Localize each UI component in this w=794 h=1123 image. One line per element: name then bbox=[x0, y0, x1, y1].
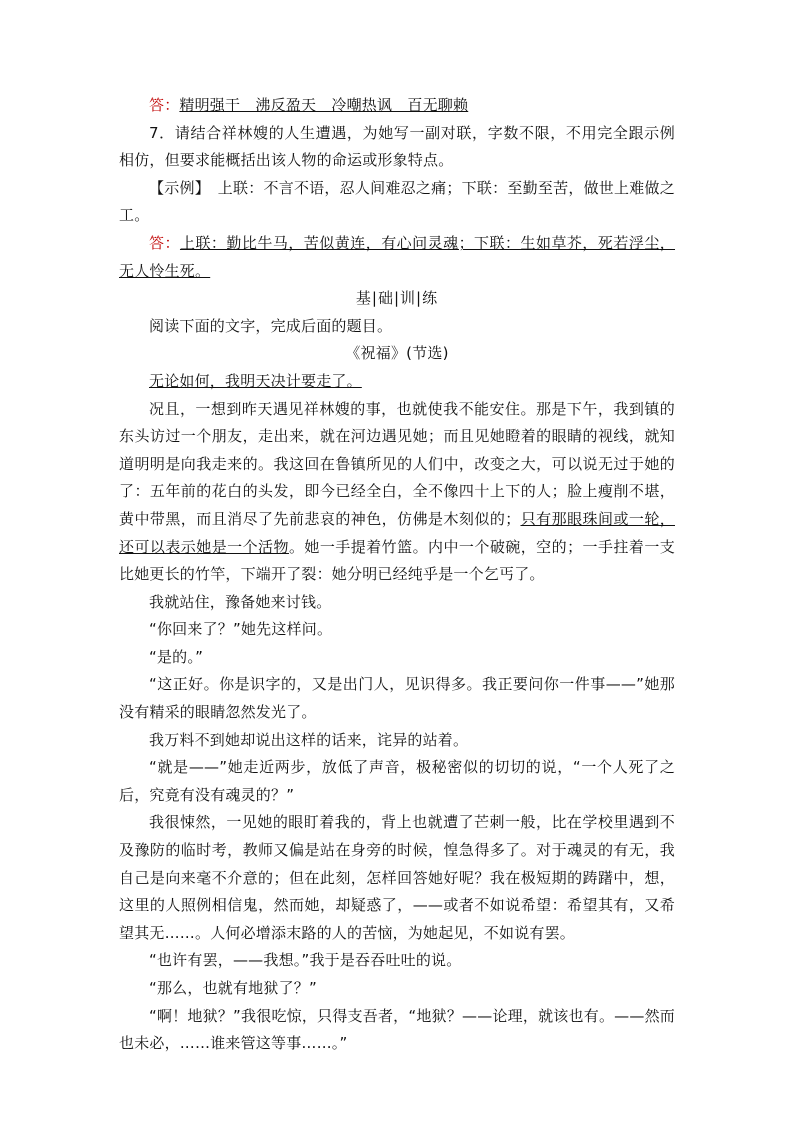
answer-label: 答： bbox=[149, 96, 180, 114]
instruction: 阅读下面的文字，完成后面的题目。 bbox=[149, 316, 393, 335]
passage-paragraph bbox=[119, 396, 675, 589]
passage-paragraph: “你回来了？”她先这样问。 bbox=[149, 620, 333, 639]
passage-title: 《祝福》(节选) bbox=[345, 344, 449, 363]
q7-answer bbox=[119, 230, 675, 285]
answer-text: 精明强干 沸反盈天 冷嘲热讽 百无聊赖 bbox=[179, 96, 469, 114]
paragraph-text: 。她一手提着竹篮。内中一个破碗，空的；一手拄着一支比她更长的竹竿，下端开了裂：她分明已经纯乎是一个乞丐了。 bbox=[119, 537, 675, 584]
passage-paragraph: “那么，也就有地狱了？” bbox=[149, 979, 317, 997]
passage-paragraph: “这正好。你是识字的，又是出门人，见识得多。我正要问你一件事——”她那没有精采的眼睛忽然发光了。 bbox=[119, 675, 675, 722]
passage-paragraph bbox=[119, 368, 675, 396]
passage-paragraph: “就是——”她走近两步，放低了声音，极秘密似的切切的说，“一个人死了之后，究竟有没有魂灵的？” bbox=[119, 758, 675, 804]
example-text: 上联：不言不语，忍人间难忍之痛；下联：至勤至苦，做世上难做之工。 bbox=[119, 178, 675, 225]
paragraph-text: 况且，一想到昨天遇见祥林嫂的事，也就使我不能安住。那是下午，我到镇的东头访过一个朋友，走出来，就在河边遇见她；而且见她瞪着的眼睛的视线，就知道明明是向我走来的。我这回在鲁镇所见的人们中，改变之大，可以说无过于她的了：五年前的花白的头发，即今已经全白，全不像四十上下的人；脸上瘦削不堪，黄中带黑，而且消尽了先前悲哀的神色，仿佛是木刻似的； bbox=[119, 399, 675, 528]
example bbox=[119, 175, 675, 230]
passage-paragraph: 我就站住，豫备她来讨钱。 bbox=[149, 592, 332, 611]
question-7: 7．请结合祥林嫂的人生遭遇，为她写一副对联，字数不限，不用完全跟示例相仿，但要求能概括出该人物的命运或形象特点。 bbox=[119, 123, 675, 170]
passage-paragraph: 我很悚然，一见她的眼盯着我的，背上也就遭了芒刺一般，比在学校里遇到不及豫防的临时考，教师又偏是站在身旁的时候，惶急得多了。对于魂灵的有无，我自己是向来毫不介意的；但在此刻，怎样回答她好呢？我在极短期的踌躇中，想，这里的人照例相信鬼，然而她，却疑惑了，——或者不如说希望：希望其有，又希望其无……。人何必增添末路的人的苦恼，为她起见，不如说有罢。 bbox=[119, 813, 675, 942]
example-label: 【示例】 bbox=[149, 178, 203, 197]
passage-paragraph: “啊！地狱？”我很吃惊，只得支吾者，“地狱？——论理，就该也有。——然而也未必，……谁来管这等事……。” bbox=[119, 1006, 675, 1053]
passage-paragraph: 我万料不到她却说出这样的话来，诧异的站着。 bbox=[149, 730, 469, 749]
passage-paragraph: “是的。” bbox=[149, 647, 204, 666]
answer-text: 上联：勤比牛马，苦似黄连，有心问灵魂；下联：生如草芥，死若浮尘，无人怜生死。 bbox=[119, 233, 676, 280]
q6-answer bbox=[119, 92, 675, 120]
underlined-sentence: 无论如何，我明天决计要走了。 bbox=[149, 371, 362, 390]
section-title: 基|础|训|练 bbox=[355, 289, 439, 308]
page-content bbox=[119, 92, 675, 1058]
passage-paragraph: “也许有罢，——我想。”我于是吞吞吐吐的说。 bbox=[149, 951, 462, 970]
underlined-sentence: 只有那眼珠间或一轮，还可以表示她是一个活物 bbox=[119, 509, 675, 556]
answer-label: 答： bbox=[149, 233, 180, 252]
